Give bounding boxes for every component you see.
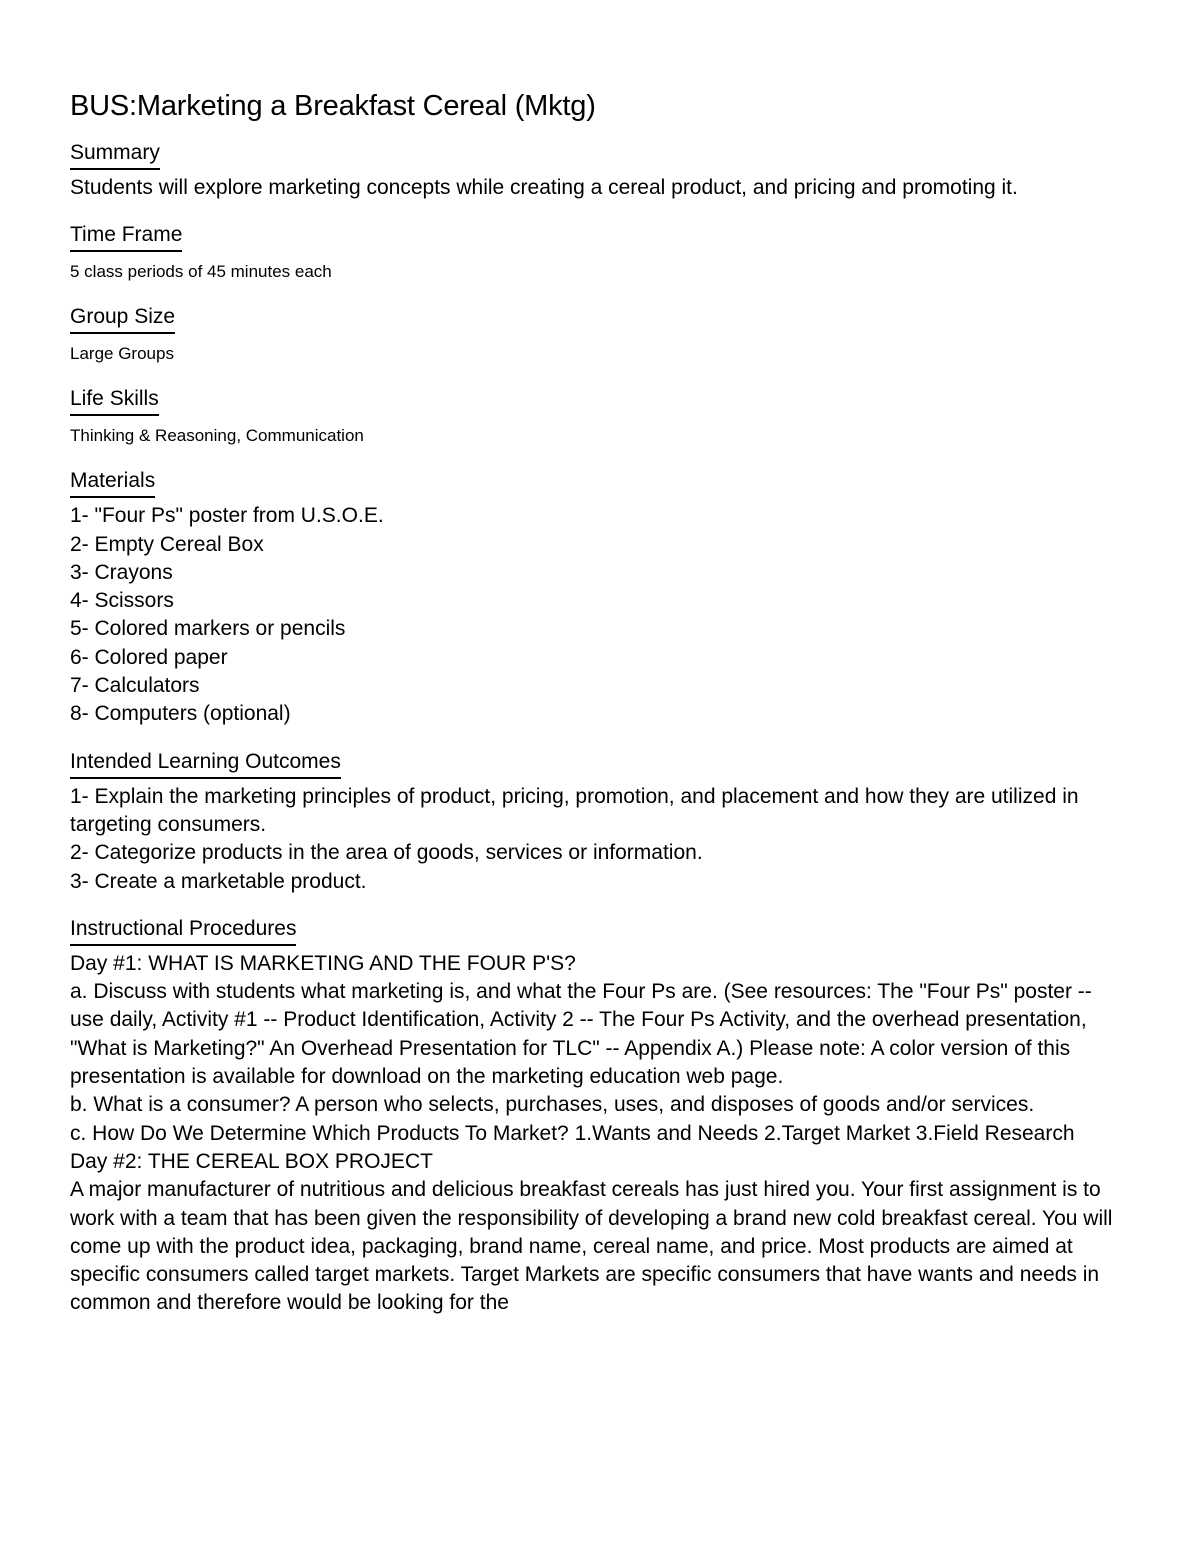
life-skills-heading: Life Skills xyxy=(70,386,159,416)
outcomes-section xyxy=(70,749,1130,896)
summary-heading: Summary xyxy=(70,140,160,170)
summary-section xyxy=(70,140,1130,202)
time-frame-text: 5 class periods of 45 minutes each xyxy=(70,262,332,282)
materials-heading: Materials xyxy=(70,468,155,498)
document-title: BUS:Marketing a Breakfast Cereal (Mktg) xyxy=(70,90,596,122)
life-skills-text: Thinking & Reasoning, Communication xyxy=(70,426,364,446)
list-item: 5- Colored markers or pencils xyxy=(70,617,346,641)
list-item: 1- "Four Ps" poster from U.S.O.E. xyxy=(70,504,384,528)
document-page xyxy=(70,88,1130,1338)
materials-list xyxy=(70,502,1130,728)
procedure-paragraph: a. Discuss with students what marketing is, and what the Four Ps are. (See resources: The "Four Ps" poster -- use daily, Activity #1 -- Product Identification, Activity 2 -- The Four Ps Activity, and the overhead presentation, "What is Marketing?" An Overhead Presentation for TLC" -- Appendix A.) Please note: A color version of this presentation is available for download on the marketing education web page. xyxy=(70,980,1092,1089)
list-item: 3- Create a marketable product. xyxy=(70,869,367,893)
procedure-paragraph: A major manufacturer of nutritious and delicious breakfast cereals has just hired you. Your first assignment is to work with a team that has been given the responsibility of developing a brand new cold breakfast cereal. You will come up with the product idea, packaging, brand name, cereal name, and price. Most products are aimed at specific consumers called target markets. Target Markets are specific consumers that have wants and needs in common and therefore would be looking for the xyxy=(70,1178,1113,1315)
time-frame-heading: Time Frame xyxy=(70,222,182,252)
procedures-body xyxy=(70,950,1130,1318)
summary-text: Students will explore marketing concepts while creating a cereal product, and pricing and promoting it. xyxy=(70,176,1018,199)
procedures-section xyxy=(70,916,1130,1318)
group-size-section xyxy=(70,304,1130,366)
materials-section xyxy=(70,468,1130,728)
list-item: 2- Categorize products in the area of goods, services or information. xyxy=(70,841,703,865)
group-size-text: Large Groups xyxy=(70,344,174,364)
list-item: 8- Computers (optional) xyxy=(70,702,291,726)
day-2-heading: Day #2: THE CEREAL BOX PROJECT xyxy=(70,1149,433,1173)
procedures-heading: Instructional Procedures xyxy=(70,916,296,946)
procedure-paragraph: b. What is a consumer? A person who selects, purchases, uses, and disposes of goods and/or services. xyxy=(70,1093,1035,1117)
procedure-paragraph: c. How Do We Determine Which Products To Market? 1.Wants and Needs 2.Target Market 3.Field Research xyxy=(70,1121,1075,1145)
day-1-heading: Day #1: WHAT IS MARKETING AND THE FOUR P'S? xyxy=(70,951,576,975)
list-item: 6- Colored paper xyxy=(70,645,228,669)
time-frame-section xyxy=(70,222,1130,284)
list-item: 4- Scissors xyxy=(70,589,174,613)
list-item: 1- Explain the marketing principles of product, pricing, promotion, and placement and how they are utilized in targeting consumers. xyxy=(70,784,1079,836)
list-item: 7- Calculators xyxy=(70,674,200,698)
life-skills-section xyxy=(70,386,1130,448)
outcomes-list xyxy=(70,783,1130,896)
list-item: 3- Crayons xyxy=(70,560,173,584)
group-size-heading: Group Size xyxy=(70,304,175,334)
list-item: 2- Empty Cereal Box xyxy=(70,532,264,556)
outcomes-heading: Intended Learning Outcomes xyxy=(70,749,341,779)
